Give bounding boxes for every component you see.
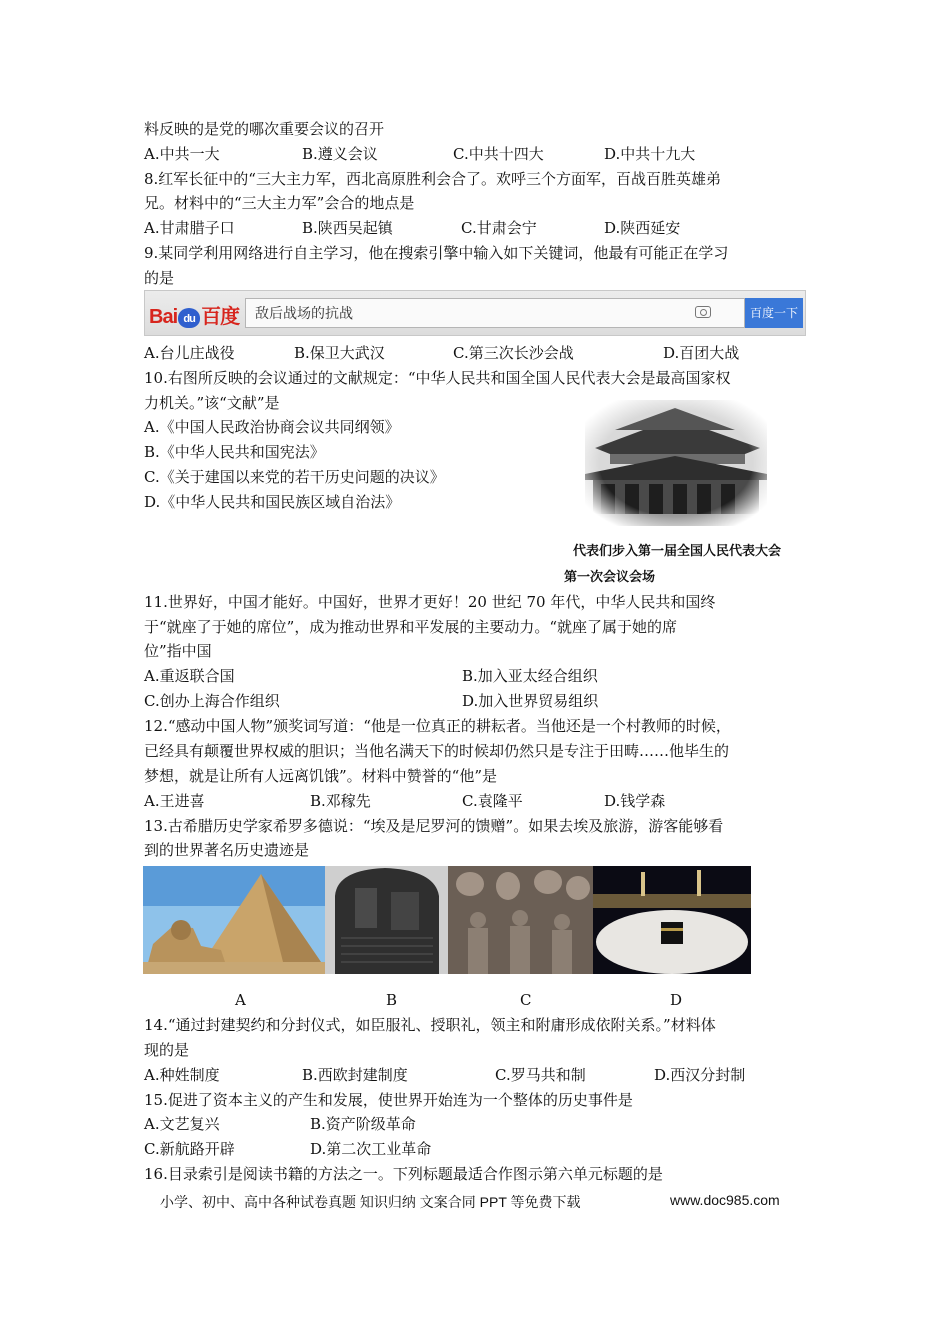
question-8-option-c: C.甘肃会宁 <box>461 219 537 237</box>
baidu-logo-latin: Bai <box>149 306 178 328</box>
question-9-option-b: B.保卫大武汉 <box>294 344 385 362</box>
question-15-option-b: B.资产阶级革命 <box>310 1115 416 1133</box>
question-7-continuation: 料反映的是党的哪次重要会议的召开 <box>144 120 385 138</box>
question-9-option-c: C.第三次长沙会战 <box>453 344 574 362</box>
question-12-option-d: D.钱学森 <box>604 792 666 810</box>
question-10-option-b: B.《中华人民共和国宪法》 <box>144 443 325 461</box>
question-7-option-b: B.遵义会议 <box>302 145 378 163</box>
question-14-stem-line-2: 现的是 <box>144 1041 190 1059</box>
question-7-option-c: C.中共十四大 <box>453 145 544 163</box>
question-14-option-d: D.西汉分封制 <box>654 1066 746 1084</box>
question-10-stem-line-2: 力机关。”该“文献”是 <box>144 394 280 412</box>
mecca-kaaba-photo <box>593 866 751 974</box>
congress-hall-photo <box>585 400 767 526</box>
question-9-stem-line-1: 9.某同学利用网络进行自主学习，他在搜索引擎中输入如下关键词，他最有可能正在学习 <box>144 244 729 262</box>
question-13-stem-line-1: 13.古希腊历史学家希罗多德说：“埃及是尼罗河的馈赠”。如果去埃及旅游，游客能够看 <box>144 817 724 835</box>
terracotta-warriors-photo <box>448 866 593 974</box>
question-8-stem-line-1: 8.红军长征中的“三大主力军，西北高原胜利会合了。欢呼三个方面军，百战百胜英雄弟 <box>144 170 721 188</box>
question-9-stem-line-2: 的是 <box>144 269 175 287</box>
baidu-search-screenshot <box>144 290 806 336</box>
question-8-option-b: B.陕西吴起镇 <box>302 219 393 237</box>
baidu-logo <box>149 300 239 329</box>
question-15-option-c: C.新航路开辟 <box>144 1140 235 1158</box>
question-11-option-c: C.创办上海合作组织 <box>144 692 280 710</box>
hammurabi-code-stele-photo <box>325 866 448 974</box>
question-11-stem-line-3: 位”指中国 <box>144 642 212 660</box>
question-11-stem-line-2: 于“就座了于她的席位”，成为推动世界和平发展的主要动力。“就座了属于她的席 <box>144 618 678 636</box>
question-10-stem-line-1: 10.右图所反映的会议通过的文献规定：“中华人民共和国全国人民代表大会是最高国家权 <box>144 369 731 387</box>
question-15-stem: 15.促进了资本主义的产生和发展，使世界开始连为一个整体的历史事件是 <box>144 1091 633 1109</box>
question-10-option-d: D.《中华人民共和国民族区域自治法》 <box>144 493 401 511</box>
question-15-option-a: A.文艺复兴 <box>144 1115 220 1133</box>
photo-label-b: B <box>386 991 398 1009</box>
question-8-stem-line-2: 兄。材料中的“三大主力军”会合的地点是 <box>144 194 415 212</box>
question-13-stem-line-2: 到的世界著名历史遗迹是 <box>144 841 310 859</box>
question-12-stem-line-3: 梦想，就是让所有人远离饥饿”。材料中赞誉的“他”是 <box>144 767 498 785</box>
question-14-option-b: B.西欧封建制度 <box>302 1066 408 1084</box>
footer-text: 小学、初中、高中各种试卷真题 知识归纳 文案合同 PPT 等免费下载 <box>160 1194 581 1210</box>
question-12-stem-line-2: 已经具有颠覆世界权威的胆识；当他名满天下的时候却仍然只是专注于田畴……他毕生的 <box>144 742 730 760</box>
footer-site-link[interactable]: www.doc985.com <box>670 1192 780 1208</box>
question-8-option-a: A.甘肃腊子口 <box>144 219 235 237</box>
question-7-option-d: D.中共十九大 <box>604 145 696 163</box>
question-15-option-d: D.第二次工业革命 <box>310 1140 432 1158</box>
photo-label-a: A <box>235 991 246 1009</box>
question-12-option-b: B.邓稼先 <box>310 792 371 810</box>
photo-caption-line-1: 代表们步入第一届全国人民代表大会 <box>573 543 782 558</box>
camera-icon[interactable] <box>695 306 711 318</box>
photo-label-d: D <box>670 991 683 1009</box>
photo-caption-line-2: 第一次会议会场 <box>564 569 656 584</box>
question-12-option-a: A.王进喜 <box>144 792 205 810</box>
baidu-paw-icon: du <box>178 308 200 328</box>
page-footer <box>160 1192 780 1212</box>
photo-label-c: C <box>520 991 532 1009</box>
question-11-option-d: D.加入世界贸易组织 <box>462 692 599 710</box>
question-10-option-a: A.《中国人民政治协商会议共同纲领》 <box>144 418 400 436</box>
question-10-option-c: C.《关于建国以来党的若干历史问题的决议》 <box>144 468 445 486</box>
question-9-option-d: D.百团大战 <box>663 344 740 362</box>
question-7-option-a: A.中共一大 <box>144 145 220 163</box>
question-12-option-c: C.袁隆平 <box>462 792 523 810</box>
question-14-option-a: A.种姓制度 <box>144 1066 220 1084</box>
search-button[interactable]: 百度一下 <box>745 298 803 328</box>
question-14-stem-line-1: 14.“通过封建契约和分封仪式，如臣服礼、授职礼，领主和附庸形成依附关系。”材料体 <box>144 1016 716 1034</box>
search-query-text: 敌后战场的抗战 <box>255 305 353 321</box>
question-11-option-a: A.重返联合国 <box>144 667 235 685</box>
question-8-option-d: D.陕西延安 <box>604 219 681 237</box>
question-12-stem-line-1: 12.“感动中国人物”颁奖词写道：“他是一位真正的耕耘者。当他还是一个村教师的时候， <box>144 717 731 735</box>
baidu-logo-chinese: 百度 <box>201 306 240 328</box>
question-14-option-c: C.罗马共和制 <box>495 1066 586 1084</box>
question-9-option-a: A.台儿庄战役 <box>144 344 235 362</box>
question-16-stem: 16.目录索引是阅读书籍的方法之一。下列标题最适合作图示第六单元标题的是 <box>144 1165 663 1183</box>
question-11-stem-line-1: 11.世界好，中国才能好。中国好，世界才更好！20 世纪 70 年代，中华人民共和国终 <box>144 593 716 611</box>
question-11-option-b: B.加入亚太经合组织 <box>462 667 598 685</box>
pyramids-sphinx-photo <box>143 866 325 974</box>
